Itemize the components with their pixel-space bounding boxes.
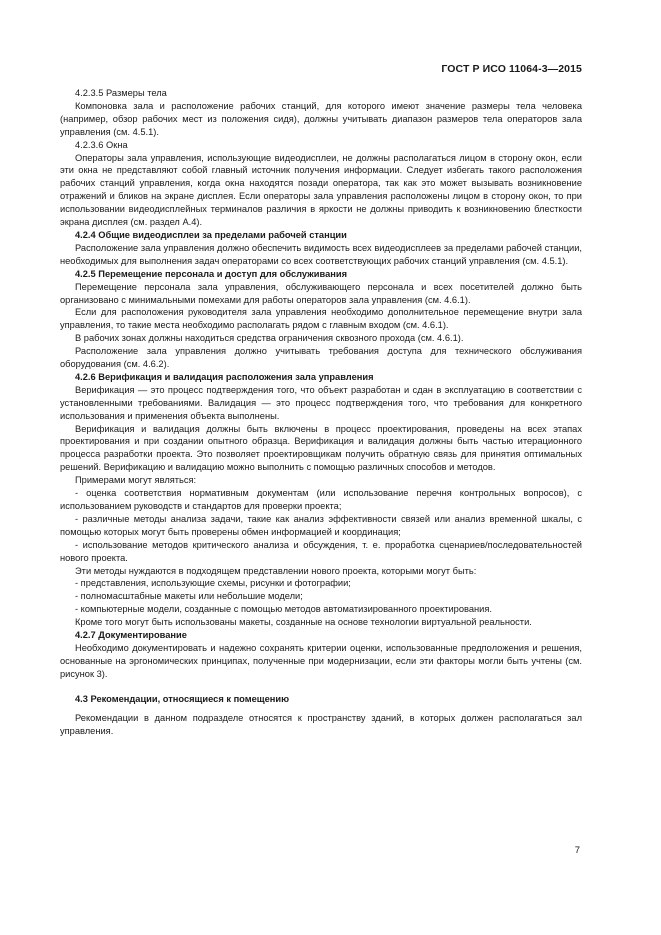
body-paragraph: - представления, использующие схемы, рисунки и фотографии; [75,578,351,589]
body-paragraph: Эти методы нуждаются в подходящем представлении нового проекта, которыми могут быть: [75,565,477,576]
body-paragraph: - компьютерные модели, созданные с помощью методов автоматизированного проектирования. [75,604,492,615]
body-paragraph: Если для расположения руководителя зала управления необходимо дополнительное перемещение внутри зала управления, то такие места необходимо располагать рядом с главным входом (см. 4.6.1). [60,307,582,331]
document-body [60,87,582,737]
body-paragraph: Перемещение персонала зала управления, обслуживающего персонала и всех посетителей должно быть организовано с минимальными помехами для работы операторов зала управления (см. 4.6.1). [60,281,582,305]
subsection-heading: 4.2.6 Верификация и валидация расположения зала управления [75,371,374,382]
body-paragraph: - оценка соответствия нормативным документам (или использование перечня контрольных вопросов), с использованием руководств и стандартов для проверки проекта; [60,488,582,511]
body-paragraph: Верификация — это процесс подтверждения того, что объект разработан и сдан в эксплуатацию в соответствии с установленными требованиями. Валидация — это процесс подтверждения того, что требования для конкретного использования и применения объекта выполнены. [60,384,582,421]
body-paragraph: Верификация и валидация должны быть включены в процесс проектирования, проведены на всех этапах проектирования и при создании опытного образца. Верификация и валидация должны быть частью итерационного процесса разработки проекта. Это позволяет проектировщикам получить обратную связь для принятия оптимальных решений. Верификацию и валидацию можно выполнить с помощью различных способов и методов. [60,423,582,473]
page-number: 7 [574,845,580,856]
subsection-heading: 4.2.4 Общие видеодисплеи за пределами рабочей станции [75,229,347,240]
body-paragraph: В рабочих зонах должны находиться средства ограничения сквозного прохода (см. 4.6.1). [75,333,464,344]
body-paragraph: 4.2.3.5 Размеры тела [75,88,167,98]
body-paragraph: Кроме того могут быть использованы макеты, созданные на основе технологии виртуальной реальности. [75,617,532,628]
body-paragraph: - использование методов критического анализа и обсуждения, т. е. проработка сценариев/последовательностей нового проекта. [60,539,582,563]
standard-code-header: ГОСТ Р ИСО 11064-3—2015 [441,63,582,75]
body-paragraph: - различные методы анализа задачи, такие как анализ эффективности связей или анализ временной шкалы, с помощью которых могут быть проверены обмен информацией и координация; [60,513,582,537]
subsection-heading: 4.2.7 Документирование [75,630,187,641]
body-paragraph: Компоновка зала и расположение рабочих станций, для которого имеют значение размеры тела человека (например, обзор рабочих мест из положения сидя), должны учитывать диапазон размеров тела операторов зала управления (см. 4.5.1). [60,100,582,137]
body-paragraph: - полномасштабные макеты или небольшие модели; [75,591,303,602]
body-paragraph: Операторы зала управления, использующие видеодисплеи, не должны располагаться лицом в сторону окон, если эти окна не представляют собой главный источник получения информации. Следует избегать такого расположения рабочих станций управления, когда окна находятся позади оператора, так как это может вызывать возникновение отражений и бликов на экране дисплея. Если операторы зала управления расположены лицом в сторону окон, то при использовании видеодисплейных терминалов различия в яркости не должны приводить к возникновению блесткости экрана дисплея (см. раздел А.4). [60,152,582,228]
body-paragraph: Рекомендации в данном подразделе относятся к пространству зданий, в которых должен располагаться зал управления. [60,712,582,736]
body-paragraph: Расположение зала управления должно учитывать требования доступа для технического обслуживания оборудования (см. 4.6.2). [60,346,582,370]
body-paragraph: Необходимо документировать и надежно сохранять критерии оценки, использованные предположения и решения, основанные на эргономических принципах, полученные при модернизации, если эти факторы могли быть учтены (см. рисунок 3). [60,642,582,679]
subsection-heading: 4.2.5 Перемещение персонала и доступ для обслуживания [75,268,348,279]
body-paragraph: Расположение зала управления должно обеспечить видимость всех видеодисплеев за пределами рабочей станции, необходимых для выполнения задач операторами со всех соответствующих рабочих станций управления (см. 4.5.1). [60,242,582,266]
body-paragraph: 4.2.3.6 Окна [75,139,128,150]
body-paragraph: Примерами могут являться: [75,475,197,486]
section-heading: 4.3 Рекомендации, относящиеся к помещению [75,693,290,704]
